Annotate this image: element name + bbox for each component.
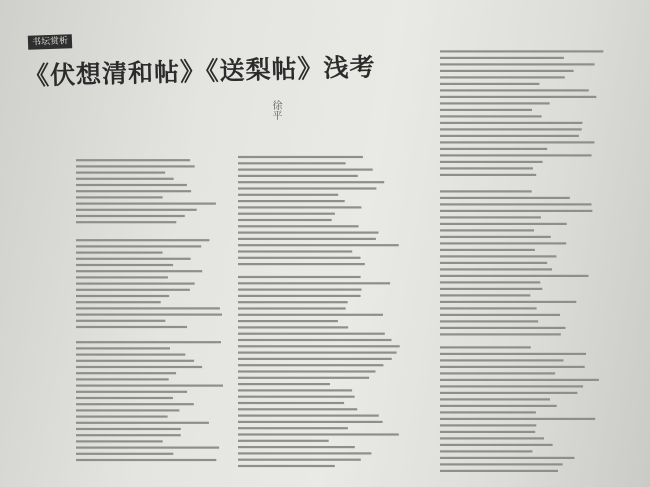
text-line (440, 96, 596, 98)
text-line (440, 392, 577, 394)
text-line (76, 295, 169, 297)
text-line (440, 242, 566, 244)
text-line (440, 398, 550, 400)
text-line (238, 459, 361, 461)
text-line (238, 206, 361, 208)
text-line (238, 250, 352, 252)
text-line (440, 57, 564, 59)
text-line (440, 366, 585, 368)
text-line (440, 463, 563, 465)
text-line (76, 165, 195, 167)
text-line (238, 263, 365, 265)
text-line (76, 178, 174, 180)
text-line (238, 219, 332, 221)
text-line (76, 320, 165, 322)
text-line (440, 115, 542, 117)
text-line (238, 213, 335, 215)
text-line (440, 190, 532, 192)
text-line (238, 358, 392, 360)
text-line (76, 403, 194, 405)
text-line (440, 301, 576, 303)
text-line (238, 257, 361, 259)
text-line (76, 397, 173, 399)
text-line (238, 352, 397, 354)
text-line (440, 83, 539, 85)
text-line (440, 431, 535, 433)
text-line (238, 289, 362, 291)
text-line (76, 416, 168, 418)
text-line (238, 345, 400, 347)
text-line (76, 453, 173, 455)
text-line (440, 203, 592, 205)
text-line (440, 288, 542, 290)
text-line (238, 181, 384, 183)
text-line (76, 347, 170, 349)
text-line (440, 223, 567, 225)
text-line (440, 307, 537, 309)
text-line (238, 465, 335, 467)
text-line (440, 210, 592, 212)
text-line (238, 187, 376, 189)
text-line (238, 169, 373, 171)
text-line (440, 281, 540, 283)
text-line (440, 161, 543, 163)
article-author: 徐平 (270, 100, 281, 120)
text-line (76, 276, 168, 278)
text-line (238, 162, 346, 164)
text-line (440, 450, 532, 452)
text-line (76, 196, 163, 198)
text-line (238, 408, 357, 410)
text-line (238, 415, 379, 417)
text-line (440, 216, 541, 218)
text-line (440, 89, 589, 91)
text-line (76, 289, 190, 291)
text-line (238, 225, 359, 227)
text-line (76, 252, 163, 254)
text-line (440, 102, 550, 104)
text-line (76, 209, 197, 211)
text-line (440, 148, 547, 150)
text-line (76, 314, 222, 316)
text-line (76, 360, 194, 362)
section-tag: 书坛赏析 (28, 34, 72, 50)
text-line (440, 275, 589, 277)
text-line (238, 446, 355, 448)
text-line (76, 378, 169, 380)
text-line (440, 359, 564, 361)
text-line (440, 50, 603, 52)
text-line (238, 238, 376, 240)
text-line (238, 370, 376, 372)
text-line (440, 70, 574, 72)
text-line (76, 434, 181, 436)
text-line (76, 447, 219, 449)
text-line (76, 221, 176, 223)
text-line (76, 440, 163, 442)
text-line (440, 109, 532, 111)
text-line (238, 295, 361, 297)
text-line (76, 190, 191, 192)
text-line (76, 354, 185, 356)
text-line (440, 294, 530, 296)
text-line (76, 326, 187, 328)
text-line (238, 320, 338, 322)
text-line (76, 159, 190, 161)
text-line (440, 314, 560, 316)
text-line (440, 346, 531, 348)
text-line (440, 457, 575, 459)
text-line (238, 194, 338, 196)
text-line (238, 383, 330, 385)
text-line (440, 236, 551, 238)
text-line (238, 339, 392, 341)
text-line (76, 264, 173, 266)
text-line (238, 244, 399, 246)
text-line (238, 402, 344, 404)
text-line (76, 428, 181, 430)
text-line (440, 249, 535, 251)
text-line (76, 422, 209, 424)
text-line (238, 307, 346, 309)
text-line (440, 167, 533, 169)
text-line (440, 76, 565, 78)
text-line (238, 364, 383, 366)
text-line (440, 405, 557, 407)
text-line (76, 245, 201, 247)
text-line (238, 433, 399, 435)
text-line (238, 276, 361, 278)
text-line (440, 128, 582, 130)
text-line (440, 141, 594, 143)
text-line (440, 424, 536, 426)
text-line (440, 411, 536, 413)
text-line (76, 385, 223, 387)
text-line (238, 200, 345, 202)
text-line (76, 184, 187, 186)
text-line (440, 333, 561, 335)
text-line (238, 301, 348, 303)
text-line (440, 353, 586, 355)
text-line (76, 172, 165, 174)
text-line (440, 268, 552, 270)
text-line (238, 326, 348, 328)
text-line (76, 270, 202, 272)
text-line (440, 437, 544, 439)
text-line (440, 122, 582, 124)
text-line (76, 203, 216, 205)
text-line (238, 452, 371, 454)
text-line (76, 215, 185, 217)
article-title: 《伏想清和帖》《送梨帖》浅考 (23, 52, 376, 91)
text-line (238, 282, 390, 284)
text-line (76, 258, 191, 260)
text-line (440, 444, 553, 446)
text-line (76, 239, 209, 241)
text-line (76, 307, 220, 309)
text-line (238, 396, 355, 398)
text-line (440, 154, 592, 156)
text-line (440, 327, 566, 329)
text-line (238, 175, 358, 177)
text-line (238, 377, 369, 379)
text-line (440, 197, 570, 199)
text-line (440, 470, 558, 472)
text-line (440, 174, 536, 176)
text-line (440, 385, 583, 387)
text-line (76, 372, 176, 374)
text-line (76, 409, 179, 411)
text-line (440, 262, 547, 264)
text-line (238, 333, 385, 335)
text-line (238, 421, 383, 423)
text-line (76, 366, 202, 368)
text-line (440, 320, 538, 322)
text-line (238, 440, 329, 442)
text-line (238, 389, 352, 391)
text-line (76, 301, 161, 303)
text-line (76, 341, 221, 343)
text-line (76, 391, 187, 393)
text-line (440, 372, 555, 374)
text-line (238, 156, 363, 158)
text-line (440, 229, 534, 231)
text-line (238, 314, 383, 316)
text-line (440, 63, 595, 65)
text-line (440, 135, 579, 137)
text-line (440, 255, 556, 257)
text-line (76, 283, 195, 285)
text-line (238, 232, 379, 234)
text-line (238, 427, 348, 429)
text-line (76, 459, 216, 461)
text-line (440, 418, 595, 420)
text-line (440, 379, 599, 381)
